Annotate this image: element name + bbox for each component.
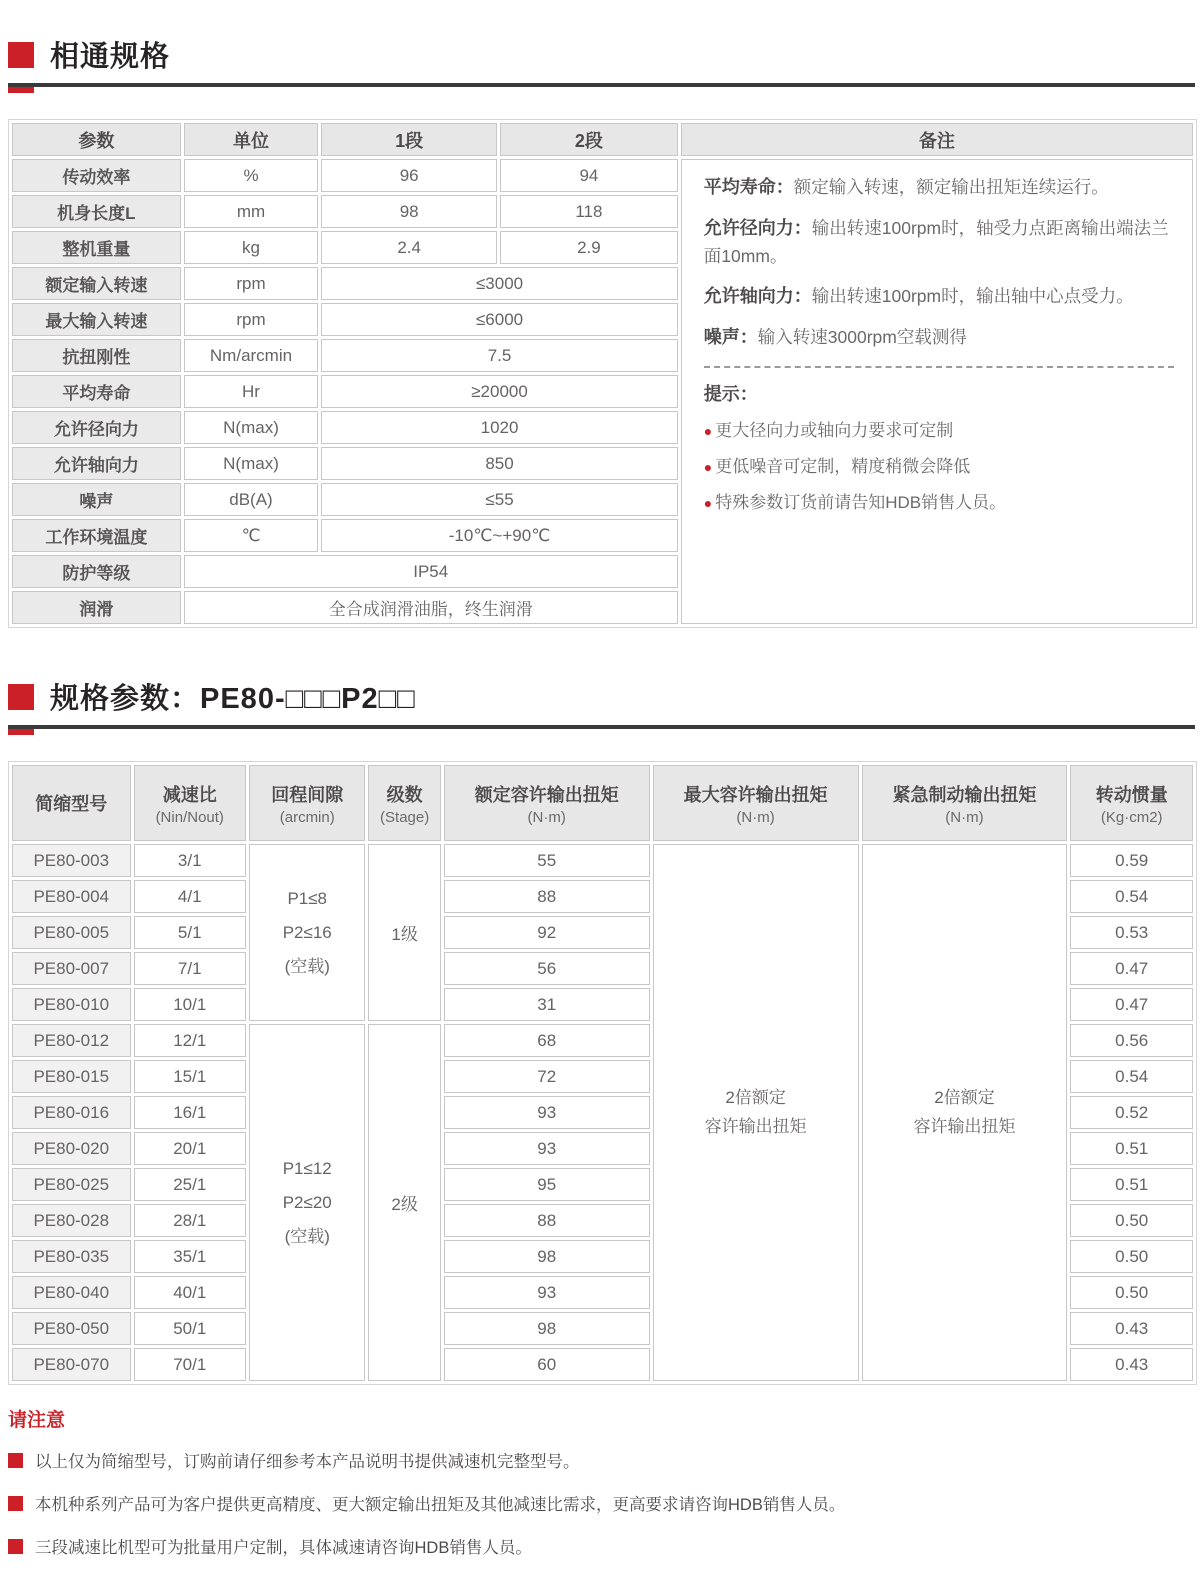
backlash-group-cell [249, 1024, 366, 1381]
inertia-cell: 0.50 [1070, 1276, 1193, 1309]
stage-group-cell: 2级 [368, 1024, 440, 1381]
ratio-cell: 25/1 [134, 1168, 246, 1201]
value-cell: IP54 [184, 555, 678, 588]
header-sub: (arcmin) [279, 808, 335, 826]
table-row [12, 159, 1193, 192]
section-title-common-specs [8, 34, 1195, 87]
table-header-row [12, 765, 1193, 841]
backlash-group-cell [249, 844, 366, 1021]
header-backlash [249, 765, 366, 841]
param-cell: 机身长度L [12, 195, 181, 228]
remark-label: 平均寿命： [703, 177, 794, 197]
inertia-cell: 0.56 [1070, 1024, 1193, 1057]
torque-cell: 93 [444, 1276, 650, 1309]
remark-note [704, 215, 1174, 270]
torque-cell: 92 [444, 916, 650, 949]
header-remark: 备注 [681, 123, 1193, 156]
value-cell: -10℃~+90℃ [321, 519, 678, 552]
remark-text: 输出转速100rpm时，输出轴中心点受力。 [811, 285, 1134, 306]
remark-note [704, 174, 1174, 202]
unit-cell: kg [184, 231, 319, 264]
inertia-cell: 0.50 [1070, 1204, 1193, 1237]
ratio-cell: 40/1 [134, 1276, 246, 1309]
unit-cell: Hr [184, 375, 319, 408]
param-cell: 平均寿命 [12, 375, 181, 408]
ratio-cell: 35/1 [134, 1240, 246, 1273]
ratio-cell: 7/1 [134, 952, 246, 985]
model-cell: PE80-025 [12, 1168, 131, 1201]
unit-cell: N(max) [184, 411, 319, 444]
spec-params-table [9, 762, 1196, 1384]
torque-cell: 95 [444, 1168, 650, 1201]
remark-note [704, 283, 1174, 311]
notice-item [8, 1448, 1195, 1472]
torque-cell: 88 [444, 880, 650, 913]
unit-cell: rpm [184, 303, 319, 336]
section-title-spec-params [8, 676, 1195, 729]
model-cell: PE80-016 [12, 1096, 131, 1129]
inertia-cell: 0.59 [1070, 844, 1193, 877]
common-specs-table [9, 120, 1196, 627]
remark-note [704, 324, 1174, 352]
header-main: 回程间隙 [271, 784, 344, 805]
header-sub: (Nin/Nout) [155, 808, 224, 826]
value-cell: ≤3000 [321, 267, 678, 300]
header-main: 紧急制动输出扭矩 [892, 784, 1037, 805]
param-cell: 传动效率 [12, 159, 181, 192]
header-main: 最大容许输出扭矩 [683, 784, 828, 805]
header-ratio [134, 765, 246, 841]
remark-label: 允许轴向力： [703, 285, 812, 306]
param-cell: 最大输入转速 [12, 303, 181, 336]
model-cell: PE80-040 [12, 1276, 131, 1309]
header-main: 减速比 [162, 784, 217, 805]
inertia-cell: 0.47 [1070, 988, 1193, 1021]
remark-label: 噪声： [703, 326, 758, 347]
remark-label: 允许径向力： [703, 217, 812, 238]
red-square-icon [8, 1539, 23, 1554]
hint-title: 提示： [703, 383, 758, 404]
model-cell: PE80-035 [12, 1240, 131, 1273]
model-cell: PE80-028 [12, 1204, 131, 1237]
inertia-cell: 0.54 [1070, 880, 1193, 913]
value-cell: ≤6000 [321, 303, 678, 336]
torque-cell: 93 [444, 1096, 650, 1129]
unit-cell: rpm [184, 267, 319, 300]
param-cell: 额定输入转速 [12, 267, 181, 300]
param-cell: 抗扭刚性 [12, 339, 181, 372]
ratio-cell: 50/1 [134, 1312, 246, 1345]
model-cell: PE80-020 [12, 1132, 131, 1165]
section-title-text: 相通规格 [50, 41, 171, 73]
backlash-line: (空载) [284, 956, 330, 976]
value-cell: 98 [321, 195, 497, 228]
ratio-cell: 15/1 [134, 1060, 246, 1093]
remark-text: 输出转速100rpm时，轴受力点距离输出端法兰面10mm。 [703, 217, 1169, 266]
value-cell: ≥20000 [321, 375, 678, 408]
brake-torque-merged-cell [862, 844, 1068, 1381]
value-cell: 850 [321, 447, 678, 480]
backlash-line: (空载) [284, 1226, 330, 1246]
param-cell: 防护等级 [12, 555, 181, 588]
value-cell: 118 [500, 195, 678, 228]
model-cell: PE80-070 [12, 1348, 131, 1381]
red-square-icon [8, 1496, 23, 1511]
bullet-dot-icon: ● [703, 422, 713, 439]
merged-line: 2倍额定 [934, 1087, 995, 1107]
model-cell: PE80-005 [12, 916, 131, 949]
model-cell: PE80-007 [12, 952, 131, 985]
model-cell: PE80-050 [12, 1312, 131, 1345]
ratio-cell: 16/1 [134, 1096, 246, 1129]
unit-cell: Nm/arcmin [184, 339, 319, 372]
inertia-cell: 0.51 [1070, 1132, 1193, 1165]
dashed-divider [704, 366, 1174, 368]
unit-cell: mm [184, 195, 319, 228]
hint-item [704, 416, 1174, 441]
hint-text: 更低噪音可定制，精度稍微会降低 [715, 456, 971, 476]
header-sub: (Stage) [380, 808, 430, 826]
value-cell: 2.4 [321, 231, 497, 264]
torque-cell: 60 [444, 1348, 650, 1381]
notice-text: 三段减速比机型可为批量用户定制，具体减速请咨询HDB销售人员。 [35, 1539, 532, 1557]
header-sub: (Kg·cm2) [1100, 808, 1163, 826]
torque-cell: 72 [444, 1060, 650, 1093]
inertia-cell: 0.53 [1070, 916, 1193, 949]
inertia-cell: 0.52 [1070, 1096, 1193, 1129]
backlash-line: P2≤20 [282, 1192, 332, 1212]
bullet-dot-icon: ● [703, 458, 713, 475]
remark-text: 额定输入转速，额定输出扭矩连续运行。 [793, 177, 1109, 197]
table-header-row [12, 123, 1193, 156]
value-cell: 全合成润滑油脂，终生润滑 [184, 591, 678, 624]
backlash-line: P2≤16 [282, 922, 332, 942]
inertia-cell: 0.43 [1070, 1348, 1193, 1381]
header-main: 转动惯量 [1095, 784, 1168, 805]
unit-cell: dB(A) [184, 483, 319, 516]
torque-cell: 56 [444, 952, 650, 985]
ratio-cell: 70/1 [134, 1348, 246, 1381]
section-title-text: 规格参数：PE80-□□□P2□□ [50, 683, 416, 715]
merged-line: 容许输出扭矩 [704, 1116, 807, 1136]
red-square-icon [8, 42, 34, 68]
max-torque-merged-cell [653, 844, 859, 1381]
inertia-cell: 0.54 [1070, 1060, 1193, 1093]
remark-text: 输入转速3000rpm空载测得 [757, 326, 967, 347]
header-main: 级数 [386, 784, 423, 805]
header-model: 简缩型号 [12, 765, 131, 841]
torque-cell: 55 [444, 844, 650, 877]
hint-text: 更大径向力或轴向力要求可定制 [715, 420, 954, 440]
param-cell: 允许径向力 [12, 411, 181, 444]
inertia-cell: 0.43 [1070, 1312, 1193, 1345]
unit-cell: ℃ [184, 519, 319, 552]
header-stage [368, 765, 440, 841]
model-cell: PE80-004 [12, 880, 131, 913]
value-cell: 94 [500, 159, 678, 192]
bullet-dot-icon: ● [703, 494, 713, 511]
header-max-torque [653, 765, 859, 841]
model-cell: PE80-010 [12, 988, 131, 1021]
ratio-cell: 10/1 [134, 988, 246, 1021]
header-main: 额定容许输出扭矩 [474, 784, 619, 805]
value-cell: 1020 [321, 411, 678, 444]
param-cell: 工作环境温度 [12, 519, 181, 552]
hint-item [704, 452, 1174, 477]
header-stage2: 2段 [500, 123, 678, 156]
model-cell: PE80-003 [12, 844, 131, 877]
ratio-cell: 5/1 [134, 916, 246, 949]
unit-cell: % [184, 159, 319, 192]
remarks-cell [681, 159, 1193, 624]
notice-title: 请注意 [8, 1410, 66, 1431]
header-sub: (N·m) [945, 808, 984, 826]
model-cell: PE80-012 [12, 1024, 131, 1057]
torque-cell: 68 [444, 1024, 650, 1057]
torque-cell: 88 [444, 1204, 650, 1237]
torque-cell: 31 [444, 988, 650, 1021]
ratio-cell: 12/1 [134, 1024, 246, 1057]
red-square-icon [8, 684, 34, 710]
merged-line: 容许输出扭矩 [913, 1116, 1016, 1136]
unit-cell: N(max) [184, 447, 319, 480]
red-square-icon [8, 1453, 23, 1468]
table-row [12, 844, 1193, 877]
notice-text: 以上仅为简缩型号，订购前请仔细参考本产品说明书提供减速机完整型号。 [35, 1453, 580, 1471]
header-unit: 单位 [184, 123, 319, 156]
backlash-line: P1≤8 [287, 888, 328, 908]
spec-sheet-page [0, 34, 1203, 1558]
header-brake-torque [862, 765, 1068, 841]
backlash-line: P1≤12 [282, 1158, 332, 1178]
ratio-cell: 20/1 [134, 1132, 246, 1165]
inertia-cell: 0.51 [1070, 1168, 1193, 1201]
inertia-cell: 0.47 [1070, 952, 1193, 985]
ratio-cell: 3/1 [134, 844, 246, 877]
param-cell: 允许轴向力 [12, 447, 181, 480]
notice-item [8, 1534, 1195, 1558]
header-stage1: 1段 [321, 123, 497, 156]
common-specs-table-wrap [8, 119, 1197, 628]
inertia-cell: 0.50 [1070, 1240, 1193, 1273]
header-sub: (N·m) [736, 808, 775, 826]
hint-text: 特殊参数订货前请告知HDB销售人员。 [715, 492, 1007, 512]
param-cell: 整机重量 [12, 231, 181, 264]
header-rated-torque [444, 765, 650, 841]
spec-params-table-wrap [8, 761, 1197, 1385]
torque-cell: 93 [444, 1132, 650, 1165]
value-cell: 2.9 [500, 231, 678, 264]
torque-cell: 98 [444, 1240, 650, 1273]
param-cell: 润滑 [12, 591, 181, 624]
value-cell: 7.5 [321, 339, 678, 372]
stage-group-cell: 1级 [368, 844, 440, 1021]
hint-item [704, 488, 1174, 513]
notice-text: 本机种系列产品可为客户提供更高精度、更大额定输出扭矩及其他减速比需求，更高要求请咨询HDB销售人员。 [35, 1496, 846, 1514]
torque-cell: 98 [444, 1312, 650, 1345]
header-sub: (N·m) [527, 808, 566, 826]
value-cell: 96 [321, 159, 497, 192]
ratio-cell: 4/1 [134, 880, 246, 913]
merged-line: 2倍额定 [725, 1087, 786, 1107]
header-param: 参数 [12, 123, 181, 156]
param-cell: 噪声 [12, 483, 181, 516]
header-inertia [1070, 765, 1193, 841]
notice-section [8, 1405, 1195, 1558]
notice-item [8, 1491, 1195, 1515]
ratio-cell: 28/1 [134, 1204, 246, 1237]
model-cell: PE80-015 [12, 1060, 131, 1093]
value-cell: ≤55 [321, 483, 678, 516]
